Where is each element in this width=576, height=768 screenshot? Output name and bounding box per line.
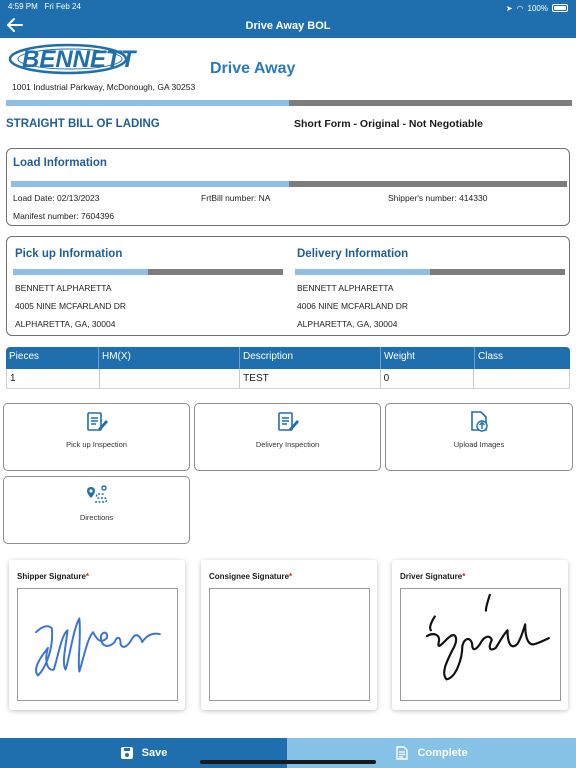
consignee-signature-pad[interactable] [209, 588, 370, 701]
logo-text: BENNETT [22, 46, 136, 73]
cell-pieces: 1 [7, 369, 100, 388]
pickup-divider [13, 269, 283, 275]
delivery-street: 4006 NINE MCFARLAND DR [297, 301, 409, 311]
pickup-inspection-button[interactable] [3, 403, 190, 471]
load-info-title: Load Information [13, 157, 107, 169]
pickup-street: 4005 NINE MCFARLAND DR [15, 301, 127, 311]
required-mark: * [289, 572, 293, 581]
top-bar [0, 0, 576, 38]
col-class: Class [478, 351, 504, 362]
col-pieces: Pieces [6, 347, 99, 369]
bol-subtitle: Short Form - Original - Not Negotiable [294, 118, 483, 130]
driver-signature-label: Driver Signature [400, 572, 463, 581]
required-mark: * [462, 572, 466, 581]
save-disk-icon [120, 746, 134, 760]
inspection-form-icon [85, 410, 109, 434]
shipper-signature-pad[interactable] [17, 588, 178, 701]
upload-images-button[interactable] [385, 403, 573, 471]
directions-button[interactable] [3, 476, 190, 544]
delivery-inspection-label: Delivery Inspection [255, 440, 320, 449]
company-address: 1001 Industrial Parkway, McDonough, GA 30253 [12, 82, 196, 92]
bol-title: STRAIGHT BILL OF LADING [6, 118, 160, 130]
table-row [6, 369, 570, 389]
table-header [6, 347, 570, 369]
cell-description: TEST [240, 369, 381, 388]
location-icon: ➤ [505, 3, 513, 13]
pickup-name: BENNETT ALPHARETTA [15, 283, 112, 293]
shipper-signature-card [9, 560, 185, 710]
pickup-city: ALPHARETTA, GA, 30004 [15, 319, 116, 329]
page-title: Drive Away BOL [245, 20, 331, 32]
status-time: 4:59 PM [8, 2, 38, 11]
complete-label: Complete [417, 747, 468, 759]
pickup-title: Pick up Information [15, 248, 123, 260]
battery-percent: 100% [527, 3, 548, 13]
col-weight: Weight [381, 347, 475, 369]
load-date: Load Date: 02/13/2023 [13, 193, 100, 203]
inspection-form-icon [276, 410, 300, 434]
consignee-signature-label: Consignee Signature [209, 572, 290, 581]
required-mark: * [85, 572, 90, 581]
cell-class [474, 369, 569, 388]
frtbill-number: FrtBill number: NA [201, 193, 271, 203]
driver-signature-drawing [401, 589, 560, 700]
shipper-number: Shipper's number: 414330 [388, 193, 488, 203]
driver-signature-card [392, 560, 568, 710]
status-date: Fri Feb 24 [44, 2, 81, 11]
route-pin-icon [85, 483, 109, 507]
battery-icon [552, 4, 568, 12]
driver-signature-pad[interactable] [400, 588, 561, 701]
manifest-number: Manifest number: 7604396 [13, 211, 115, 221]
cell-weight: 0 [381, 369, 475, 388]
load-divider [11, 181, 567, 187]
col-hmx: HM(X) [99, 347, 240, 369]
cell-hmx [100, 369, 241, 388]
status-bar [8, 2, 568, 14]
pickup-inspection-label: Pick up Inspection [66, 440, 127, 449]
col-description: Description [240, 347, 381, 369]
shipper-signature-label: Shipper Signature [17, 572, 86, 581]
complete-document-icon [395, 746, 409, 760]
wifi-icon: ◠ [516, 3, 524, 13]
divider-bar [6, 100, 572, 106]
load-information-card [6, 148, 570, 226]
upload-images-label: Upload Images [453, 440, 505, 449]
home-indicator [200, 760, 376, 764]
freight-table [6, 347, 570, 389]
brand-subtitle: Drive Away [210, 60, 296, 77]
bennett-logo [6, 42, 206, 76]
delivery-divider [295, 269, 565, 275]
shipper-signature-drawing [18, 589, 177, 700]
pickup-delivery-card [6, 236, 570, 336]
delivery-title: Delivery Information [297, 248, 409, 260]
delivery-city: ALPHARETTA, GA, 30004 [297, 319, 398, 329]
save-label: Save [141, 747, 168, 759]
upload-file-icon [467, 410, 491, 434]
delivery-inspection-button[interactable] [194, 403, 381, 471]
directions-label: Directions [79, 513, 114, 522]
delivery-name: BENNETT ALPHARETTA [297, 283, 394, 293]
consignee-signature-card [201, 560, 377, 710]
